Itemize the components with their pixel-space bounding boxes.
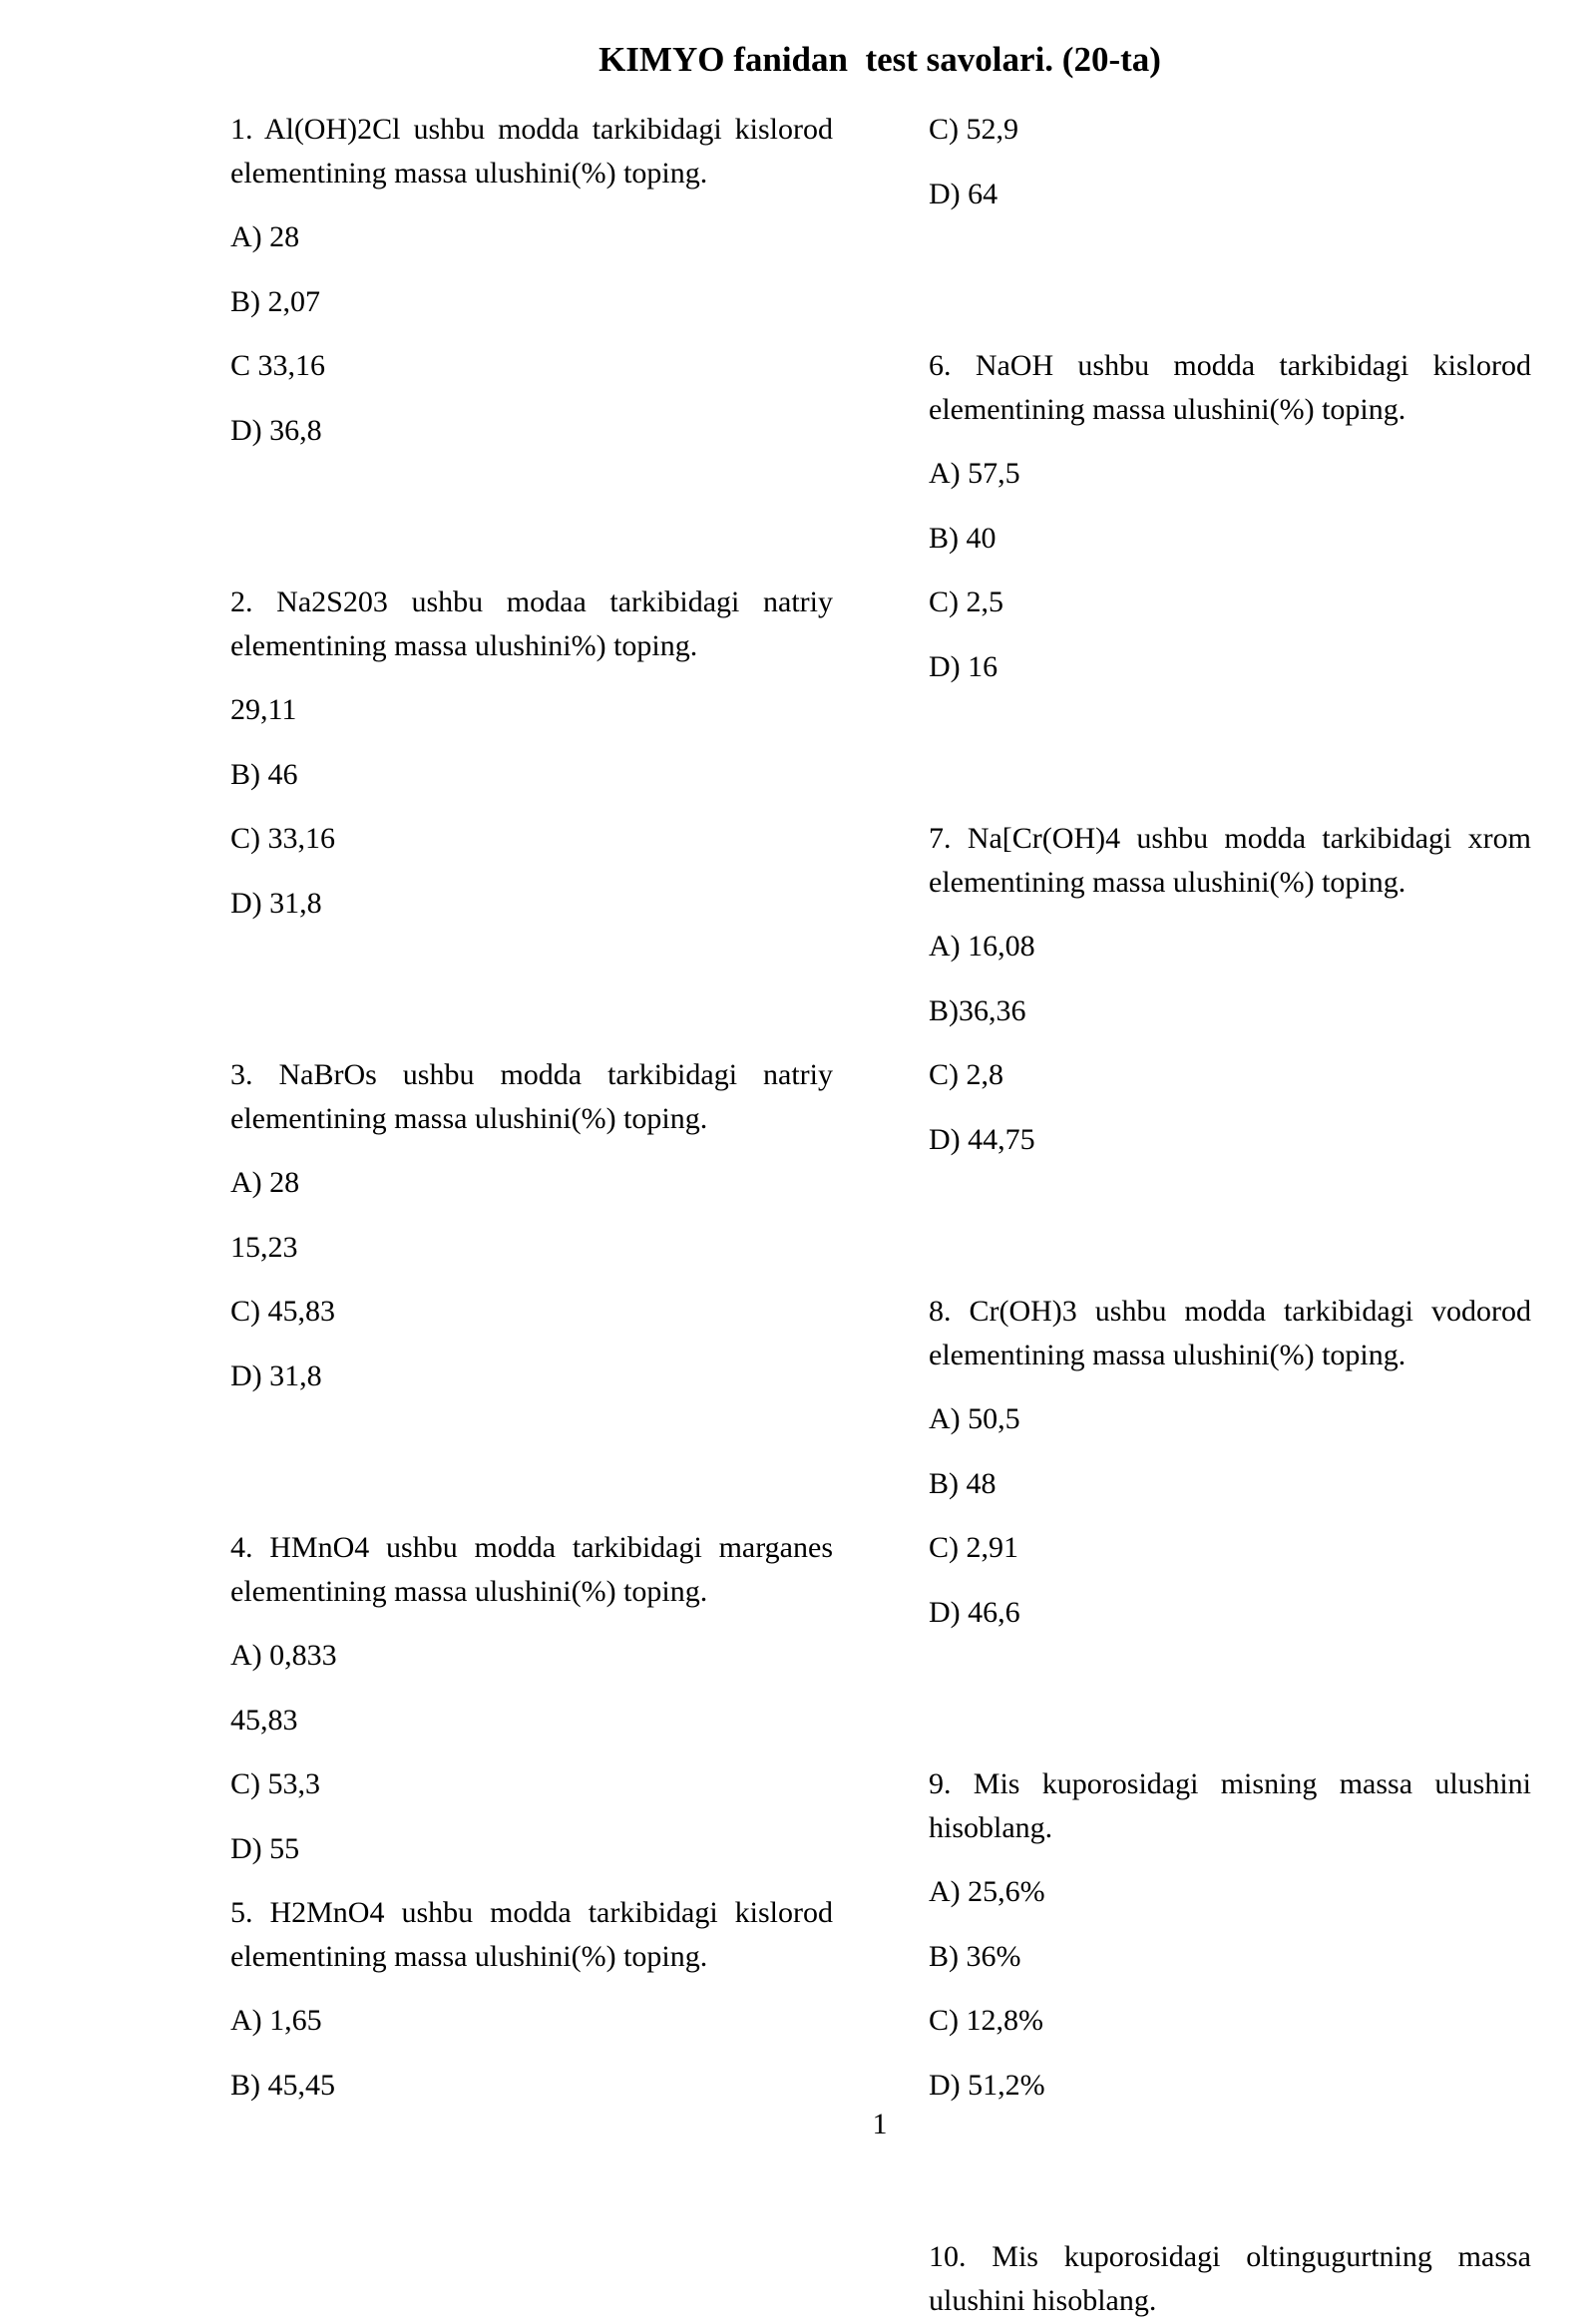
answer-option: D) 64 [929,177,998,210]
question-7 [929,817,1531,1161]
question-text: 6. NaOH ushbu modda tarkibidagi kislorod elementining massa ulushini(%) toping. [929,349,1531,426]
question-5-continued [929,108,1531,215]
question-text: 2. Na2S203 ushbu modaa tarkibidagi natriy elementining massa ulushini%) toping. [230,585,833,662]
question-text: 10. Mis kuporosidagi oltingugurtning massa ulushini hisoblang. [929,2240,1531,2317]
question-gap [929,1634,1531,1742]
answer-option: 15,23 [230,1230,298,1264]
answer-option: D) 31,8 [230,886,322,920]
answer-option: C) 45,83 [230,1295,335,1328]
answer-option: A) 57,5 [929,457,1020,490]
answer-option: 45,83 [230,1703,298,1737]
answer-option: C) 33,16 [230,822,335,855]
answer-option: D) 31,8 [230,1358,322,1392]
page-number: 1 [872,2108,888,2140]
answer-option: B) 40 [929,521,997,555]
answer-option: B) 2,07 [230,284,320,318]
question-4 [230,1526,833,1870]
question-gap [230,1397,833,1505]
question-1 [230,108,833,452]
question-text: 5. H2MnO4 ushbu modda tarkibidagi kislorod elementining massa ulushini(%) toping. [230,1896,833,1973]
right-column [929,108,1531,2322]
answer-option: A) 50,5 [929,1402,1020,1435]
answer-option: C) 2,8 [929,1058,1003,1091]
answer-option: D) 55 [230,1831,300,1865]
question-2 [230,580,833,925]
question-gap [230,925,833,1032]
question-gap [929,215,1531,323]
answer-option: B)36,36 [929,993,1026,1027]
answer-option: 29,11 [230,693,297,726]
left-column [230,108,833,2107]
answer-option: D) 36,8 [230,413,322,447]
answer-option: B) 45,45 [230,2068,335,2102]
question-9 [929,1762,1531,2107]
question-gap [929,1161,1531,1269]
answer-option: A) 28 [230,1166,300,1199]
page-title: KIMYO fanidan test savolari. (20-ta) [598,40,1161,79]
question-text: 8. Cr(OH)3 ushbu modda tarkibidagi vodorod elementining massa ulushini(%) toping. [929,1295,1531,1371]
answer-option: C 33,16 [230,349,326,382]
answer-option: C) 52,9 [929,113,1018,146]
question-5 [230,1891,833,2107]
question-3 [230,1053,833,1397]
answer-option: D) 46,6 [929,1595,1020,1629]
question-text: 3. NaBrOs ushbu modda tarkibidagi natriy elementining massa ulushini(%) toping. [230,1058,833,1135]
answer-option: A) 28 [230,220,300,253]
answer-option: C) 2,5 [929,585,1003,618]
answer-option: A) 1,65 [230,2004,322,2037]
answer-option: D) 51,2% [929,2068,1045,2102]
question-text: 4. HMnO4 ushbu modda tarkibidagi marganes elementining massa ulushini(%) toping. [230,1531,833,1608]
answer-option: A) 25,6% [929,1875,1045,1908]
answer-option: C) 53,3 [230,1767,320,1800]
answer-option: B) 46 [230,757,298,791]
question-text: 1. Al(OH)2Cl ushbu modda tarkibidagi kislorod elementining massa ulushini(%) toping. [230,113,833,190]
question-text: 9. Mis kuporosidagi misning massa ulushini hisoblang. [929,1767,1531,1844]
answer-option: A) 0,833 [230,1639,337,1672]
question-gap [929,688,1531,796]
answer-option: B) 48 [929,1466,997,1500]
answer-option: B) 36% [929,1939,1021,1973]
answer-option: A) 16,08 [929,930,1035,963]
question-gap [230,452,833,560]
answer-option: C) 12,8% [929,2004,1043,2037]
question-6 [929,344,1531,688]
question-text: 7. Na[Cr(OH)4 ushbu modda tarkibidagi xrom elementining massa ulushini(%) toping. [929,822,1531,899]
question-10 [929,2235,1531,2322]
answer-option: C) 2,91 [929,1531,1018,1564]
answer-option: D) 16 [929,649,998,683]
question-8 [929,1290,1531,1634]
answer-option: D) 44,75 [929,1122,1035,1156]
